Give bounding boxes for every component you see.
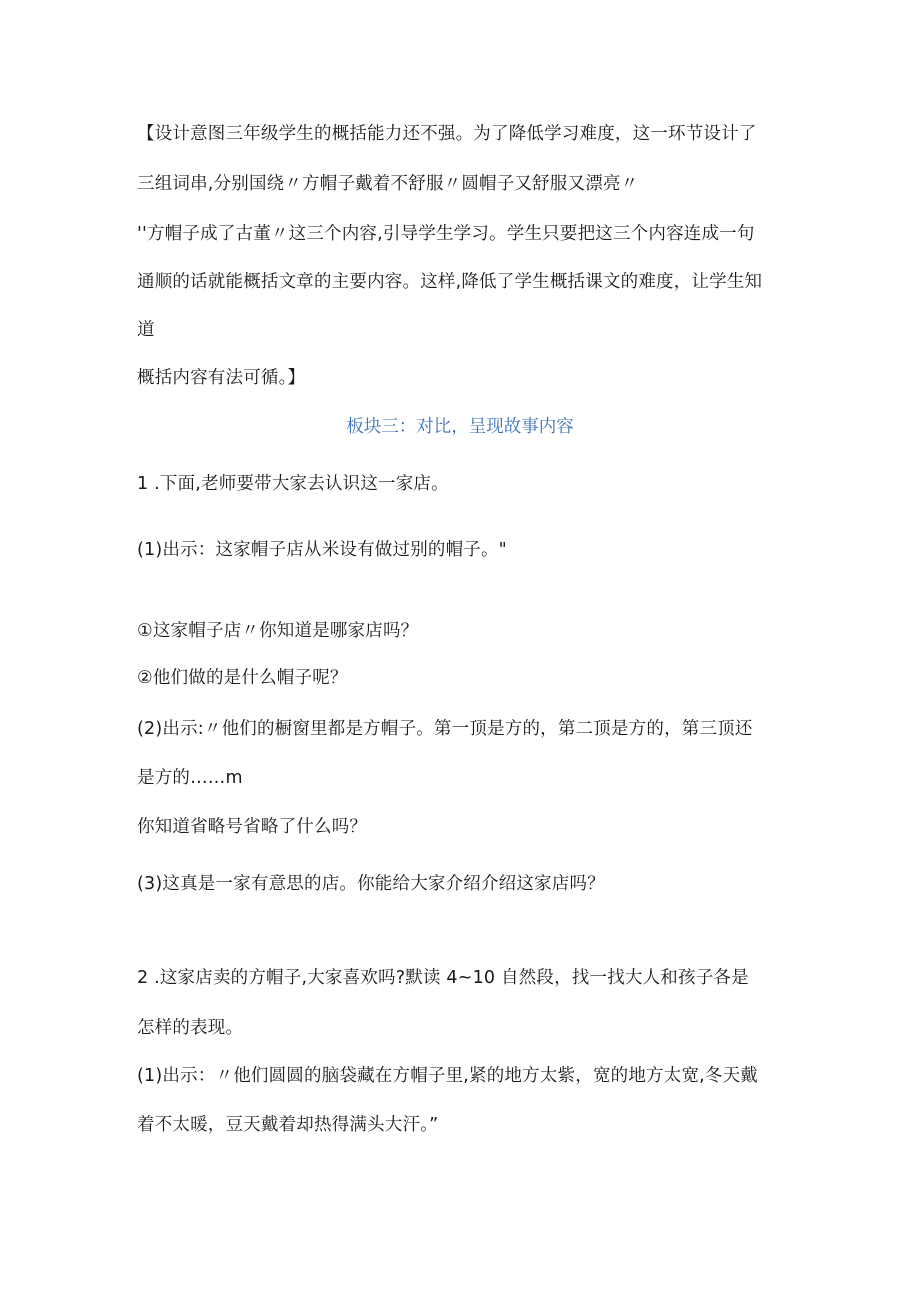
design-note-line-6: 概括内容有法可循。】 xyxy=(137,368,306,388)
item-2-cont: 怎样的表现。 xyxy=(137,1018,244,1038)
item-1-2-cont: 是方的……m xyxy=(137,768,243,788)
item-2-1-cont: 着不太暖，豆天戴着却热得满头大汗。” xyxy=(137,1115,439,1135)
design-note-line-5: 道 xyxy=(137,320,155,340)
section-title: 板块三：对比，呈现故事内容 xyxy=(346,417,574,437)
item-1: 1 .下面,老师要带大家去认识这一家店。 xyxy=(137,474,449,494)
design-note-line-3: ''方帽子成了古董〃这三个内容,引导学生学习。学生只要把这三个内容连成一句 xyxy=(137,224,755,244)
item-1-2-question: 你知道省略号省略了什么吗？ xyxy=(137,817,368,837)
item-1-1: (1)出示：这家帽子店从米设有做过别的帽子。" xyxy=(137,540,507,560)
item-1-3: (3)这真是一家有意思的店。你能给大家介绍介绍这家店吗？ xyxy=(137,874,605,894)
item-1-1-b: ②他们做的是什么帽子呢？ xyxy=(137,668,348,688)
item-1-2: (2)出示:〃他们的橱窗里都是方帽子。第一顶是方的，第二顶是方的，第三顶还 xyxy=(137,719,753,739)
design-note-line-4: 通顺的话就能概括文章的主要内容。这样,降低了学生概括课文的难度，让学生知 xyxy=(137,272,763,292)
design-note-line-1: 【设计意图三年级学生的概括能力还不强。为了降低学习难度，这一环节设计了 xyxy=(137,124,757,144)
item-1-1-a: ①这家帽子店〃你知道是哪家店吗？ xyxy=(137,621,419,641)
item-2-1: (1)出示：〃他们圆圆的脑袋藏在方帽子里,紧的地方太紫，宽的地方太宽,冬天戴 xyxy=(137,1066,759,1086)
item-2: 2 .这家店卖的方帽子,大家喜欢吗?默读 4~10 自然段，找一找大人和孩子各是 xyxy=(137,968,749,988)
design-note-line-2: 三组词串,分别国绕〃方帽子戴着不舒服〃圆帽子又舒服又漂亮〃 xyxy=(137,174,639,194)
